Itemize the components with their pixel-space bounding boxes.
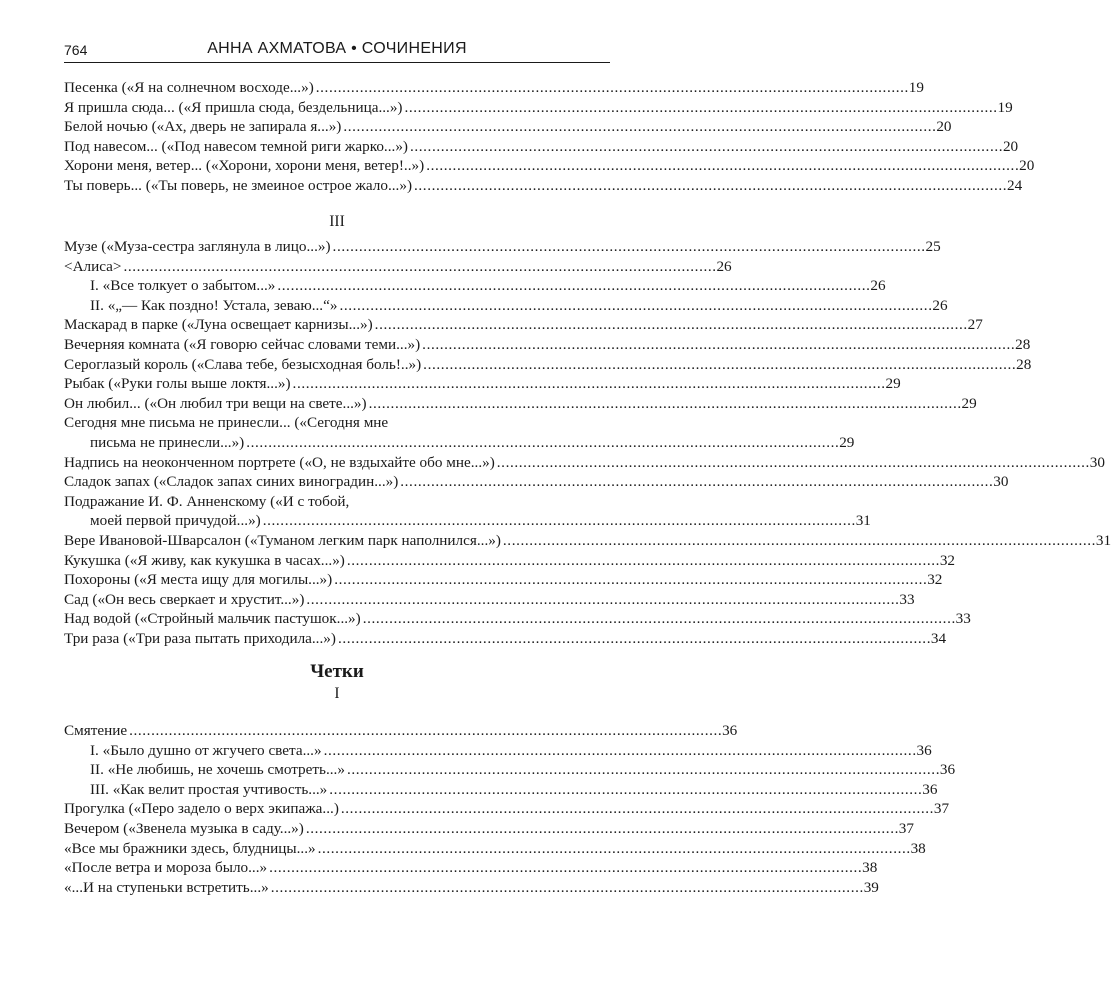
toc-entry-page: 28 xyxy=(1016,355,1032,373)
toc-entry-title: Песенка («Я на солнечном восходе...») xyxy=(64,79,314,96)
dot-leader xyxy=(304,819,899,839)
dot-leader xyxy=(424,156,1019,176)
dot-leader xyxy=(127,721,722,741)
toc-entry xyxy=(64,590,915,610)
toc-entry xyxy=(64,609,971,629)
dot-leader xyxy=(421,355,1016,375)
toc-entry-page: 25 xyxy=(925,238,941,255)
toc-section-iii xyxy=(64,237,1111,648)
toc-entry-title: Маскарад в парке («Луна освещает карнизы...») xyxy=(64,316,373,334)
page-number: 764 xyxy=(64,42,88,58)
toc-entry-title: Сероглазый король («Слава тебе, безысходная боль!..») xyxy=(64,355,422,373)
toc-entry xyxy=(64,472,1009,492)
dot-leader xyxy=(291,374,886,394)
toc-entry-continuation xyxy=(64,433,855,453)
toc-entry-page: 26 xyxy=(932,296,948,314)
dot-leader xyxy=(337,296,932,316)
toc-subentry xyxy=(64,741,932,761)
book-page xyxy=(64,38,1111,896)
toc-entry-title: Кукушка («Я живу, как кукушка в часах...») xyxy=(64,551,345,569)
toc-entry xyxy=(64,531,1111,551)
toc-entry xyxy=(64,176,1023,196)
toc-entry-title: Вечерняя комната («Я говорю сейчас словами теми...») xyxy=(64,335,421,353)
toc-entry xyxy=(64,374,901,394)
toc-entry-title: Под навесом... («Под навесом темной риги жарко...») xyxy=(64,137,408,155)
toc-entry-title: Надпись на неоконченном портрете («О, не вздыхайте обо мне...») xyxy=(64,453,495,471)
dot-leader xyxy=(275,276,870,296)
dot-leader xyxy=(121,257,716,277)
toc-entry-title: Вечером («Звенела музыка в саду...») xyxy=(64,819,304,837)
toc-entry-multiline xyxy=(64,413,855,452)
toc-entry-page: 32 xyxy=(927,571,943,589)
toc-entry-title: I. «Было душно от жгучего света...» xyxy=(90,741,322,759)
toc-entry-title-line-2: письма не принесли...») xyxy=(90,433,245,451)
dot-leader xyxy=(267,858,862,878)
dot-leader xyxy=(261,511,856,531)
toc-entry-title: «...И на ступеньки встретить...» xyxy=(64,878,269,896)
toc-entry-page: 20 xyxy=(1002,137,1019,155)
toc-entry xyxy=(64,394,977,414)
toc-entry xyxy=(64,799,950,819)
toc-entry xyxy=(64,570,943,590)
toc-entry-title-line-1: Подражание И. Ф. Анненскому («И с тобой, xyxy=(64,492,350,510)
dot-leader xyxy=(341,117,936,137)
toc-entry xyxy=(64,78,924,98)
toc-entry-title-line-2: моей первой причудой...») xyxy=(90,512,261,530)
toc-entry-title: Белой ночью («Ах, дверь не запирала я...») xyxy=(64,118,342,136)
toc-entry-title: Я пришла сюда... («Я пришла сюда, бездельница...») xyxy=(64,98,403,116)
toc-entry-page: 34 xyxy=(930,629,947,647)
toc-entry-title: Прогулка («Перо задело о верх экипажа...) xyxy=(64,800,339,818)
toc-entry-title: Три раза («Три раза пытать приходила...») xyxy=(64,629,336,647)
toc-entry-page: 20 xyxy=(936,118,952,136)
dot-leader xyxy=(367,394,962,414)
toc-entry xyxy=(64,839,926,859)
dot-leader xyxy=(408,137,1003,157)
toc-entry-page: 30 xyxy=(1089,453,1105,471)
toc-entry-title: Музе («Муза-сестра заглянула в лицо...») xyxy=(64,238,331,255)
toc-entry-continuation xyxy=(64,511,871,531)
toc-subentry xyxy=(64,780,938,800)
toc-entry-page: 36 xyxy=(722,722,738,739)
toc-entry xyxy=(64,257,732,277)
dot-leader xyxy=(495,453,1090,473)
toc-entry-title: Сад («Он весь сверкает и хрустит...») xyxy=(64,590,305,608)
toc-entry-page: 38 xyxy=(910,839,926,857)
toc-entry xyxy=(64,117,952,137)
toc-entry-page: 19 xyxy=(908,79,924,96)
toc-chetki-i xyxy=(64,721,956,897)
running-title: АННА АХМАТОВА • СОЧИНЕНИЯ xyxy=(207,40,467,57)
toc-entry-title: II. «Не любишь, не хочешь смотреть...» xyxy=(90,761,345,779)
section-heading-i: I xyxy=(334,685,340,702)
dot-leader xyxy=(373,315,968,335)
dot-leader xyxy=(336,629,931,649)
toc-entry xyxy=(64,858,878,878)
toc-entry-page: 26 xyxy=(716,257,732,275)
toc-entry-page: 30 xyxy=(993,473,1009,491)
dot-leader xyxy=(420,335,1015,355)
toc-entry-page: 36 xyxy=(922,780,938,798)
toc-entry-title: Ты поверь... («Ты поверь, не змеиное острое жало...») xyxy=(64,176,413,194)
toc-entry-page: 37 xyxy=(898,819,914,837)
dot-leader xyxy=(339,799,934,819)
toc-entry xyxy=(64,137,1019,157)
section-heading-iii: III xyxy=(329,213,345,230)
toc-entry xyxy=(64,878,879,898)
toc-subentry xyxy=(64,760,956,780)
toc-subentry xyxy=(64,276,886,296)
toc-entry-page: 27 xyxy=(967,316,983,334)
dot-leader xyxy=(314,78,909,98)
toc-entry-page: 33 xyxy=(899,590,915,608)
toc-entry xyxy=(64,315,983,335)
dot-leader xyxy=(331,237,926,257)
dot-leader xyxy=(345,760,940,780)
dot-leader xyxy=(304,590,899,610)
page-header xyxy=(64,38,610,63)
toc-entry xyxy=(64,819,914,839)
toc-entry-page: 26 xyxy=(870,277,886,295)
dot-leader xyxy=(327,780,922,800)
toc-entry-title: Над водой («Стройный мальчик пастушок...») xyxy=(64,610,361,628)
toc-entry xyxy=(64,335,1031,355)
toc-entry-title: <Алиса> xyxy=(64,257,122,275)
toc-entry-page: 31 xyxy=(855,512,871,530)
toc-entry-title: Он любил... («Он любил три вещи на свете...») xyxy=(64,394,367,412)
toc-entry-page: 19 xyxy=(997,98,1013,116)
toc-entry xyxy=(64,629,947,649)
toc-entry xyxy=(64,721,738,741)
toc-entry-title: Смятение xyxy=(64,722,128,739)
toc-entry-page: 36 xyxy=(939,761,956,779)
toc-entry-page: 32 xyxy=(939,551,956,569)
toc-entry-title: Хорони меня, ветер... («Хорони, хорони меня, ветер!..») xyxy=(64,157,425,175)
toc-entry-page: 28 xyxy=(1015,335,1031,353)
toc-entry-title: I. «Все толкует о забытом...» xyxy=(90,277,276,295)
toc-entry-title: II. «„— Как поздно! Устала, зеваю...“» xyxy=(90,296,338,314)
dot-leader xyxy=(244,433,839,453)
dot-leader xyxy=(316,839,911,859)
dot-leader xyxy=(501,531,1096,551)
part-title: Четки xyxy=(310,661,364,682)
toc-entry-page: 29 xyxy=(961,394,977,412)
toc-section-ii-tail xyxy=(64,78,1035,196)
dot-leader xyxy=(398,472,993,492)
toc-entry xyxy=(64,453,1105,473)
toc-entry-title: Сладок запах («Сладок запах синих виноградин...») xyxy=(64,473,399,491)
toc-entry-page: 31 xyxy=(1095,531,1111,549)
dot-leader xyxy=(345,551,940,571)
toc-entry-page: 37 xyxy=(933,800,950,818)
toc-entry xyxy=(64,355,1032,375)
toc-entry-page: 39 xyxy=(863,878,879,896)
toc-entry xyxy=(64,551,956,571)
toc-entry xyxy=(64,156,1035,176)
toc-subentry xyxy=(64,296,948,316)
dot-leader xyxy=(412,176,1007,196)
dot-leader xyxy=(403,98,998,118)
toc-entry-page: 33 xyxy=(955,610,971,628)
toc-entry-title: Вере Ивановой-Шварсалон («Туманом легким парк наполнился...») xyxy=(64,531,501,549)
toc-entry-multiline xyxy=(64,492,871,531)
dot-leader xyxy=(332,570,927,590)
toc-entry-title: Похороны («Я места ищу для могилы...») xyxy=(64,571,333,589)
toc-entry xyxy=(64,237,941,257)
toc-entry-title-line-1: Сегодня мне письма не принесли... («Сегодня мне xyxy=(64,414,389,432)
dot-leader xyxy=(269,878,864,898)
toc-entry-title: «После ветра и мороза было...» xyxy=(64,859,268,877)
dot-leader xyxy=(322,741,917,761)
toc-entry-page: 36 xyxy=(916,741,932,759)
toc-entry-title: III. «Как велит простая учтивость...» xyxy=(90,780,328,798)
dot-leader xyxy=(361,609,956,629)
toc-entry-title: «Все мы бражники здесь, блудницы...» xyxy=(64,839,316,857)
toc-entry-page: 38 xyxy=(862,859,878,877)
toc-entry-page: 20 xyxy=(1019,157,1035,175)
toc-entry-title: Рыбак («Руки голы выше локтя...») xyxy=(64,375,291,393)
toc-entry-page: 24 xyxy=(1006,176,1023,194)
toc-entry xyxy=(64,98,1013,118)
toc-entry-page: 29 xyxy=(885,375,901,393)
toc-entry-page: 29 xyxy=(839,433,855,451)
